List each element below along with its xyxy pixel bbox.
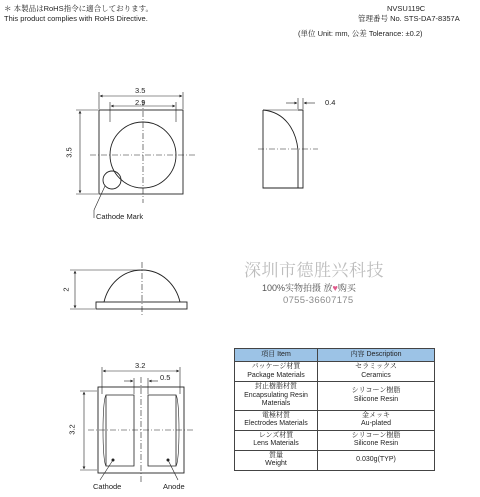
table-row: 電極材質 Electrodes Materials 金メッキ Au-plated <box>235 410 435 430</box>
top-view-package <box>99 110 183 194</box>
mgmt-value: STS-DA7-8357A <box>403 14 460 23</box>
cathode-label: Cathode <box>93 482 122 491</box>
dim-bottom-width: 3.2 <box>135 361 146 370</box>
anode-label: Anode <box>163 482 185 491</box>
dim-side-dome: 0.4 <box>325 98 336 107</box>
header-item: 項目 Item <box>235 349 318 362</box>
rohs-note-jp: ＊ 本製品はRoHS指令に適合しております。 <box>4 4 153 13</box>
heart-icon: ♥ <box>332 283 338 293</box>
watermark-slogan: 100%实物拍摄 放♥购买 <box>262 283 356 293</box>
table-row: 封止樹脂材質 Encapsulating Resin Materials シリコーン樹脂 Silicone Resin <box>235 382 435 411</box>
header-description: 内容 Description <box>318 349 435 362</box>
watermark-company: 深圳市德胜兴科技 <box>244 261 384 281</box>
part-number: NVSU119C <box>387 4 426 13</box>
table-row: 質量 Weight 0.030g(TYP) <box>235 450 435 470</box>
dim-top-height: 3.5 <box>64 147 74 158</box>
dim-front-height: 2 <box>61 287 71 292</box>
watermark-phone: 0755-36607175 <box>283 295 354 306</box>
cathode-mark-label: Cathode Mark <box>96 212 144 221</box>
units-tolerance: (単位 Unit: mm, 公差 Tolerance: ±0.2) <box>298 29 423 38</box>
table-row: パッケージ材質 Package Materials セラミックス Ceramics <box>235 362 435 382</box>
table-row: レンズ材質 Lens Materials シリコーン樹脂 Silicone Resin <box>235 430 435 450</box>
dim-bottom-gap: 0.5 <box>160 373 171 382</box>
spec-table <box>234 348 435 471</box>
cathode-mark-circle <box>103 171 121 189</box>
rohs-note-en: This product complies with RoHS Directive. <box>4 14 148 23</box>
mgmt-label: 管理番号 No. <box>358 14 402 23</box>
anode-pad <box>148 395 176 466</box>
front-view-base <box>96 302 187 309</box>
cathode-pad <box>106 395 134 466</box>
dim-bottom-height: 3.2 <box>67 424 77 435</box>
dim-top-width-outer: 3.5 <box>135 86 146 95</box>
dim-top-width-inner: 2.9 <box>135 98 146 107</box>
